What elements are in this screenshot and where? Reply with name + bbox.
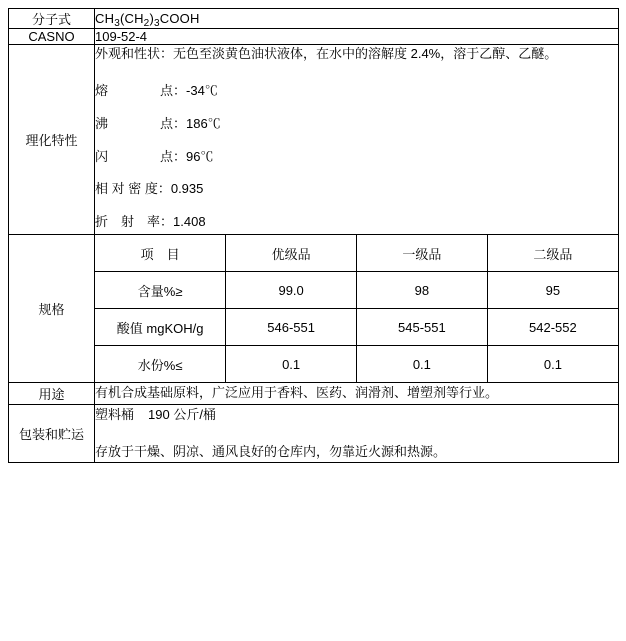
table-row-properties (9, 45, 619, 235)
property-refraction (95, 213, 618, 232)
spec-header-row (95, 235, 618, 272)
packaging-container-size: 190 公斤/桶 (148, 406, 216, 422)
spec-row-name-acid-value: 酸值 mgKOH/g (95, 309, 226, 346)
table-row-packaging (9, 404, 619, 463)
spec-cell-content-premium: 99.0 (226, 272, 357, 309)
spec-inner-table (95, 235, 618, 382)
refraction-value: 1.408 (173, 214, 206, 230)
properties-value (95, 45, 619, 235)
table-row-formula (9, 9, 619, 29)
table-row-spec (9, 235, 619, 383)
property-boiling-point (95, 115, 618, 134)
row-label-usage: 用途 (9, 383, 95, 405)
spec-cell-moisture-first: 0.1 (357, 346, 488, 383)
spec-row-name-moisture: 水份%≤ (95, 346, 226, 383)
property-flash-point (95, 148, 618, 167)
usage-value: 有机合成基础原料，广泛应用于香料、医药、润滑剂、增塑剂等行业。 (95, 383, 619, 405)
property-melting-point (95, 82, 618, 101)
packaging-container-type: 塑料桶 (95, 406, 135, 422)
spec-cell-acid-first: 545-551 (357, 309, 488, 346)
table-row (95, 272, 618, 309)
spec-header-grade-premium: 优级品 (226, 235, 357, 272)
flash-mid: 点： (160, 148, 187, 164)
table-row (95, 346, 618, 383)
packaging-container (95, 405, 618, 426)
boiling-label: 沸 (95, 115, 109, 131)
flash-label: 闪 (95, 148, 109, 164)
boiling-mid: 点： (160, 115, 187, 131)
spec-cell-acid-second: 542-552 (487, 309, 618, 346)
spec-cell-moisture-second: 0.1 (487, 346, 618, 383)
casno-value: 109-52-4 (95, 29, 619, 45)
formula-text: $CH_3(CH_2)_3COOH$ (95, 11, 200, 29)
spec-grid-cell (95, 235, 619, 383)
melting-mid: 点： (160, 82, 187, 98)
melting-label: 熔 (95, 82, 109, 98)
density-value: 0.935 (170, 181, 204, 197)
property-density (95, 180, 618, 199)
row-label-formula: 分子式 (9, 9, 95, 29)
spec-cell-moisture-premium: 0.1 (226, 346, 357, 383)
boiling-value: 186℃ (186, 115, 221, 131)
packaging-value (95, 404, 619, 463)
spec-table (8, 8, 619, 463)
row-label-casno: CASNO (9, 29, 95, 45)
formula-value (95, 9, 619, 29)
melting-value: -34℃ (186, 82, 218, 98)
spec-header-item: 项 目 (95, 235, 226, 272)
table-row (95, 309, 618, 346)
spec-header-grade-second: 二级品 (487, 235, 618, 272)
refraction-label: 折 射 率： (95, 214, 174, 230)
row-label-properties: 理化特性 (9, 45, 95, 235)
product-spec-sheet (0, 8, 626, 641)
row-label-packaging: 包装和贮运 (9, 404, 95, 463)
row-label-spec: 规格 (9, 235, 95, 383)
property-appearance: 外观和性状：无色至淡黄色油状液体，在水中的溶解度 2.4%，溶于乙醇、乙醚。 (95, 46, 558, 61)
spec-row-name-content: 含量%≥ (95, 272, 226, 309)
spec-header-grade-first: 一级品 (357, 235, 488, 272)
table-row-casno (9, 29, 619, 45)
table-row-usage (9, 383, 619, 405)
density-label: 相 对 密 度： (95, 181, 171, 197)
spec-cell-acid-premium: 546-551 (226, 309, 357, 346)
spec-cell-content-first: 98 (357, 272, 488, 309)
spec-cell-content-second: 95 (487, 272, 618, 309)
flash-value: 96℃ (186, 148, 214, 164)
packaging-storage-note: 存放于干燥、阴凉、通风良好的仓库内，勿靠近火源和热源。 (95, 443, 447, 459)
